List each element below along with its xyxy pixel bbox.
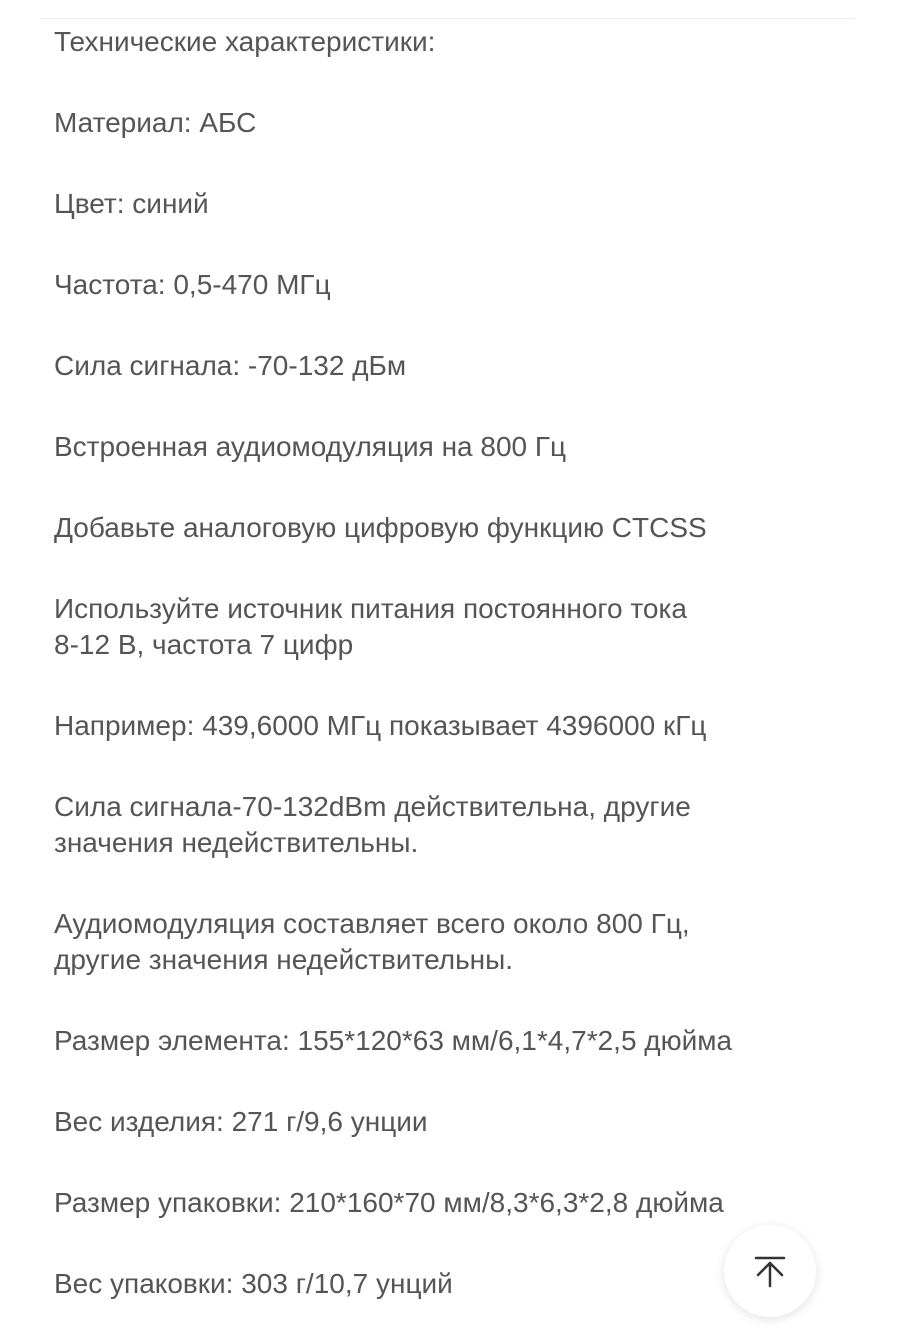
spec-heading: Технические характеристики: xyxy=(54,26,436,57)
spec-line-audio-validity: Аудиомодуляция составляет всего около 800 Гц, другие значения недействительны. xyxy=(54,908,690,975)
spec-line-package-size: Размер упаковки: 210*160*70 мм/8,3*6,3*2,8 дюйма xyxy=(54,1187,724,1218)
spec-line-color: Цвет: синий xyxy=(54,188,209,219)
spec-line-frequency: Частота: 0,5-470 МГц xyxy=(54,269,331,300)
spec-line-signal-validity: Сила сигнала-70-132dBm действительна, другие значения недействительны. xyxy=(54,791,691,858)
spec-line-item-size: Размер элемента: 155*120*63 мм/6,1*4,7*2,5 дюйма xyxy=(54,1025,733,1056)
spec-line-example: Например: 439,6000 МГц показывает 4396000 кГц xyxy=(54,710,707,741)
spec-line-audio-modulation: Встроенная аудиомодуляция на 800 Гц xyxy=(54,431,567,462)
spec-list xyxy=(54,24,854,1340)
spec-line-material: Материал: АБС xyxy=(54,107,257,138)
spec-line-ctcss: Добавьте аналоговую цифровую функцию CTCSS xyxy=(54,512,707,543)
spec-line-signal-strength: Сила сигнала: -70-132 дБм xyxy=(54,350,407,381)
spec-line-package-weight: Вес упаковки: 303 г/10,7 унций xyxy=(54,1268,453,1299)
spec-line-item-weight: Вес изделия: 271 г/9,6 унции xyxy=(54,1106,428,1137)
arrow-up-to-top-icon xyxy=(750,1251,790,1291)
top-divider xyxy=(40,18,855,19)
spec-line-power-source: Используйте источник питания постоянного тока 8-12 В, частота 7 цифр xyxy=(54,593,687,660)
back-to-top-button[interactable] xyxy=(724,1225,816,1317)
